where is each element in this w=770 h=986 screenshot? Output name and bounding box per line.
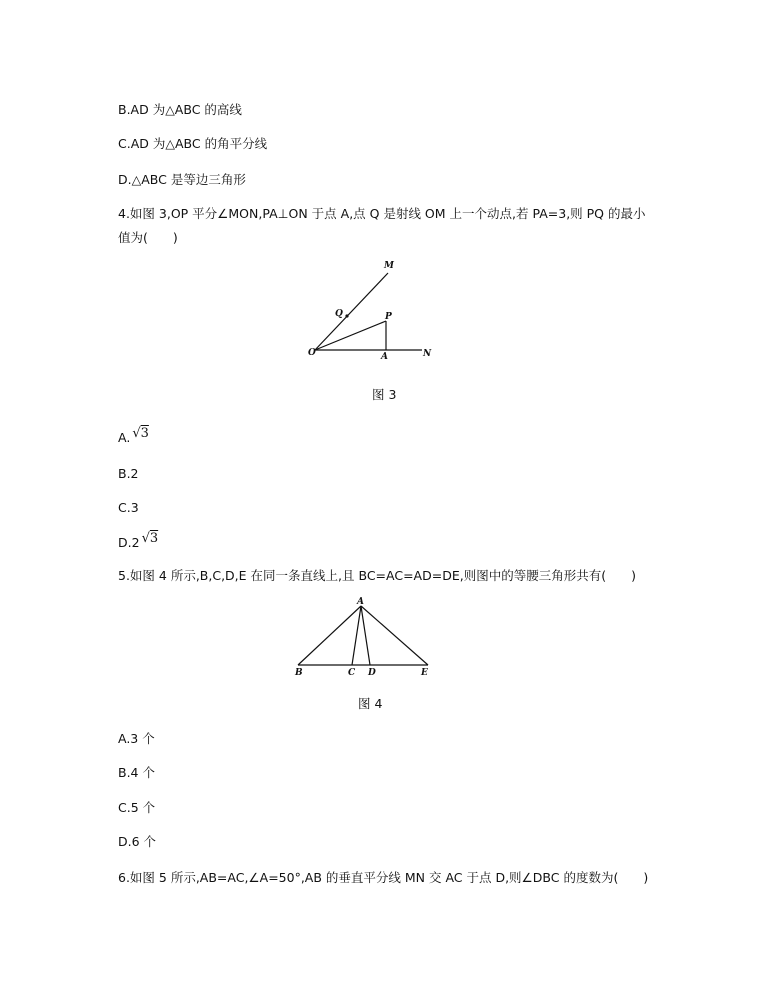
ray-om bbox=[315, 273, 388, 350]
label-e: E bbox=[421, 668, 428, 678]
label-c: C bbox=[348, 668, 356, 678]
segment-op bbox=[315, 321, 386, 350]
q5-option-a: A.3 个 bbox=[118, 731, 155, 746]
q4-option-c: C.3 bbox=[118, 500, 139, 515]
figure-3-caption: 图 3 bbox=[372, 387, 397, 402]
q4-option-d-prefix: D.2 bbox=[118, 535, 140, 550]
q6-stem: 6.如图 5 所示,AB=AC,∠A=50°,AB 的垂直平分线 MN 交 AC 于点 D,则∠DBC 的度数为( ) bbox=[118, 870, 649, 885]
label-b: B bbox=[295, 668, 303, 678]
label-a: A bbox=[357, 597, 364, 607]
q4-option-a bbox=[118, 426, 149, 447]
figure-4-caption: 图 4 bbox=[358, 696, 383, 711]
label-q: Q bbox=[335, 309, 343, 319]
segment-ac bbox=[352, 606, 361, 665]
label-d: D bbox=[368, 668, 376, 678]
sqrt-icon: √3 bbox=[141, 531, 159, 546]
q5-stem: 5.如图 4 所示,B,C,D,E 在同一条直线上,且 BC=AC=AD=DE,则图中的等腰三角形共有( ) bbox=[118, 568, 636, 583]
q4-option-b: B.2 bbox=[118, 466, 139, 481]
figure-4-diagram bbox=[290, 594, 440, 684]
label-p: P bbox=[385, 312, 392, 322]
q5-option-b: B.4 个 bbox=[118, 765, 155, 780]
q3-option-b: B.AD 为△ABC 的高线 bbox=[118, 102, 242, 117]
sqrt-icon: √3 bbox=[132, 426, 149, 441]
q4-option-a-radical: 3 bbox=[140, 426, 149, 441]
q4-stem-line2: 值为( ) bbox=[118, 230, 178, 245]
q5-option-c: C.5 个 bbox=[118, 800, 156, 815]
q4-stem-line1: 4.如图 3,OP 平分∠MON,PA⊥ON 于点 A,点 Q 是射线 OM 上一个动点,若 PA=3,则 PQ 的最小 bbox=[118, 206, 646, 221]
segment-ad bbox=[361, 606, 370, 665]
segment-ae bbox=[361, 606, 428, 665]
q5-option-d: D.6 个 bbox=[118, 834, 157, 849]
label-n: N bbox=[423, 349, 432, 359]
q3-option-c: C.AD 为△ABC 的角平分线 bbox=[118, 136, 268, 151]
q4-option-d bbox=[118, 531, 159, 552]
label-o: O bbox=[308, 348, 316, 358]
segment-ab bbox=[298, 606, 361, 665]
q4-option-d-radical: 3 bbox=[149, 531, 159, 546]
q4-option-a-prefix: A. bbox=[118, 430, 131, 445]
q3-option-d: D.△ABC 是等边三角形 bbox=[118, 172, 246, 187]
point-q-dot bbox=[345, 314, 348, 317]
label-m: M bbox=[384, 261, 394, 271]
figure-3-diagram bbox=[300, 258, 450, 368]
label-a: A bbox=[381, 352, 388, 362]
